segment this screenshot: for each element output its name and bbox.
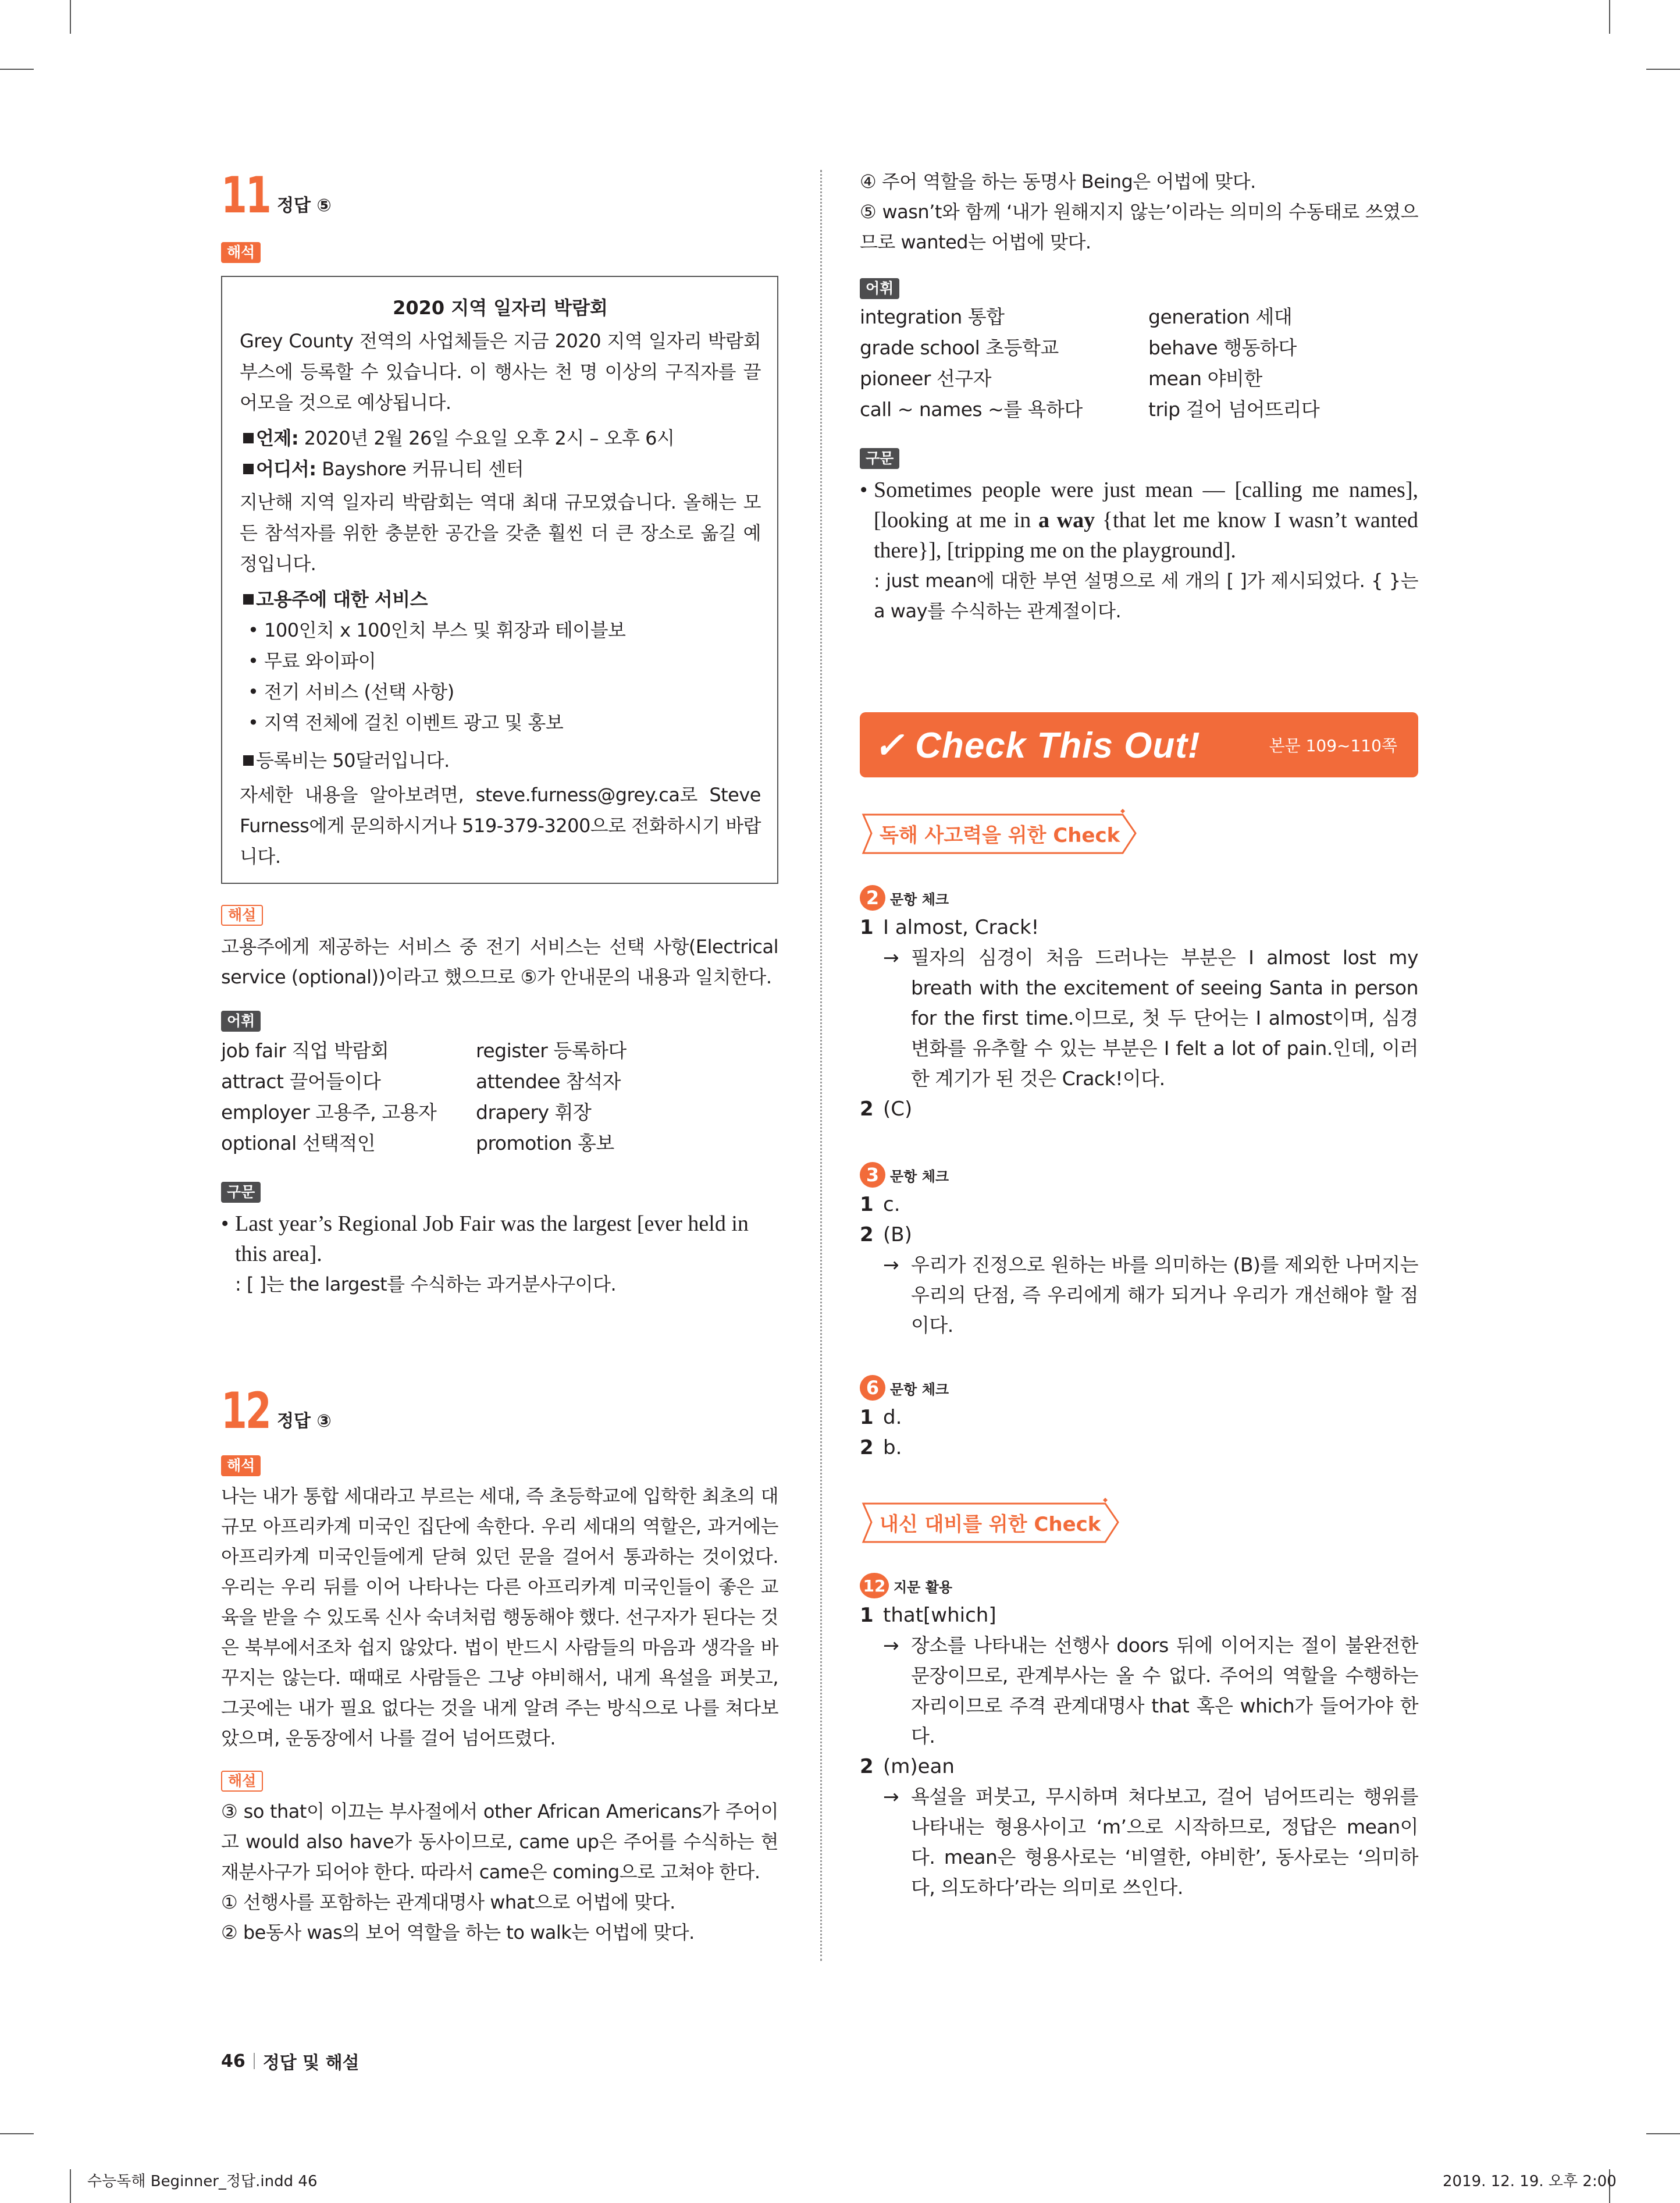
q12-syntax-note: : just mean에 대한 부연 설명으로 세 개의 [ ]가 제시되었다. { }는 a way를 수식하는 관계절이다. [874,570,1418,622]
item-number-badge: 12 [860,1573,889,1598]
answer-row: 1 that[which] [860,1604,996,1627]
item-label: 문항 체크 [890,1381,949,1398]
check-item-6 [860,1373,1418,1463]
answer-note: → 욕설을 퍼붓고, 무시하며 쳐다보고, 걸어 넘어뜨리는 행위를 나타내는 형용사이고 ‘m’으로 시작하므로, 정답은 mean이다. mean은 형용사로는 ‘비열한, 야비한’, 동사로는 ‘의미하다, 의도하다’라는 의미로 쓰인다. [860,1782,1418,1903]
square-bullet-icon [243,755,254,766]
q12-point: ⑤ wasn’t와 함께 ‘내가 원해지지 않는’이라는 의미의 수동태로 쓰였으므로 wanted는 어법에 맞다. [860,201,1418,253]
q12-point: ④ 주어 역할을 하는 동명사 Being은 어법에 맞다. [860,170,1256,193]
q11-syntax-sentence: • Last year’s Regional Job Fair was the largest [ever held in this area]. [221,1209,778,1269]
notice-body: 지난해 지역 일자리 박람회는 역대 최대 규모였습니다. 올해는 모든 참석자를 위한 충분한 공간을 갖춘 훨씬 더 큰 장소로 옮길 예정입니다. [240,491,761,575]
service-item: • 전기 서비스 (선택 사항) [248,681,454,703]
answer-row: 2 b. [860,1436,902,1459]
crop-mark [1609,0,1610,34]
column-divider [820,170,822,1961]
question-11-header [221,166,778,225]
answer-row: 2 (B) [860,1223,912,1246]
footer-label: 정답 및 해설 [262,2053,360,2073]
notice-box [221,276,778,884]
haeseol-tag: 해설 [221,905,263,926]
q11-vocab-list [221,1035,778,1159]
right-column [860,169,1418,1903]
q12-explanation: ③ so that이 이끄는 부사절에서 other African Americans가 주어이고 would also have가 동사이므로, came up은 주어를 수식하는 현재분사구가 되어야 한다. 따라서 came은 coming으로 고쳐야 한다. [221,1800,778,1883]
arrow-icon: → [883,1253,899,1276]
banner-pages: 본문 109~110쪽 [1269,736,1397,755]
print-slug-file: 수능독해 Beginner_정답.indd 46 [87,2173,318,2190]
answer-row: 1 c. [860,1193,900,1216]
notice-title: 2020 지역 일자리 박람회 [393,297,608,319]
answer-note: → 우리가 진정으로 원하는 바를 의미하는 (B)를 제외한 나머지는 우리의 단점, 즉 우리에게 해가 되거나 우리가 개선해야 할 점이다. [860,1250,1418,1341]
crop-mark [0,69,34,70]
question-number: 11 [221,166,270,225]
question-12-header [221,1382,778,1440]
vocab-item: promotion 홍보 [476,1132,614,1154]
vocab-tag: 어휘 [860,278,899,299]
vocab-item: mean 야비한 [1148,367,1262,390]
print-slug-date: 2019. 12. 19. 오후 2:00 [1443,2173,1617,2190]
vocab-item: trip 걸어 넘어뜨리다 [1148,398,1320,421]
vocab-item: register 등록하다 [476,1039,627,1062]
answer-row: 1 I almost, Crack! [860,916,1040,939]
q12-vocab-list [860,301,1418,425]
crop-mark [1646,69,1680,70]
q12-point: ① 선행사를 포함하는 관계대명사 what으로 어법에 맞다. [221,1891,675,1913]
crop-mark [1646,2133,1680,2134]
item-label: 문항 체크 [890,891,949,908]
bullet-icon: • [860,478,868,502]
answer-row: 1 d. [860,1406,902,1429]
notice-where: 어디서: Bayshore 커뮤니티 센터 [240,454,761,485]
item-number-badge: 2 [860,885,885,911]
section-ribbon-reading: 독해 사고력을 위한 Check [860,809,1141,859]
check-item-12 [860,1571,1418,1903]
haeseok-tag: 해석 [221,1455,261,1476]
page-footer [221,2048,360,2074]
answer-row: 2 (C) [860,1097,913,1121]
footer-separator [254,2053,255,2069]
gumun-tag: 구문 [221,1182,261,1203]
check-item-2 [860,883,1418,1124]
answer-row: 2 (m)ean [860,1755,955,1778]
crop-mark [70,2169,71,2203]
item-label: 지문 활용 [894,1579,953,1596]
answer-note: → 필자의 심경이 처음 드러나는 부분은 I almost lost my breath with the excitement of seeing Santa in person for the first time.이므로, 첫 두 단어는 I almost이며, 심경 변화를 유추할 수 있는 부분은 I felt a lot of pain.인데, 이러한 계기가 된 것은 Crack!이다. [860,943,1418,1094]
section-ribbon-school: 내신 대비를 위한 Check [860,1498,1122,1548]
vocab-item: behave 행동하다 [1148,336,1297,359]
gumun-tag: 구문 [860,448,899,469]
notice-when: 언제: 2020년 2월 26일 수요일 오후 2시 – 오후 6시 [240,423,761,454]
arrow-icon: → [883,1634,899,1657]
notice-fee: 등록비는 50달러입니다. [240,745,761,776]
notice-intro: Grey County 전역의 사업체들은 지금 2020 지역 일자리 박람회 부스에 등록할 수 있습니다. 이 행사는 천 명 이상의 구직자를 끌어모을 것으로 예상됩니다. [240,330,761,414]
q12-point: ② be동사 was의 보어 역할을 하는 to walk는 어법에 맞다. [221,1921,695,1943]
vocab-item: pioneer 선구자 [860,367,992,390]
vocab-item: employer 고용주, 고용자 [221,1101,437,1124]
answer-label: 정답 ③ [277,1411,332,1431]
service-item: • 100인치 x 100인치 부스 및 휘장과 테이블보 [248,619,626,641]
vocab-item: grade school 초등학교 [860,336,1059,359]
q12-translation: 나는 내가 통합 세대라고 부르는 세대, 즉 초등학교에 입학한 최초의 대규모 아프리카계 미국인 집단에 속한다. 우리 세대의 역할은, 과거에는 아프리카계 미국인들에게 닫혀 있던 문을 걸어서 통과하는 것이었다. 우리는 우리 뒤를 이어 나타나는 다른 아프리카계 미국인들이 좋은 교육을 받을 수 있도록 신사 숙녀처럼 행동해야 했다. 선구자가 된다는 것은 북부에서조차 쉽지 않았다. 법이 반드시 사람들의 마음과 생각을 바꾸지는 않는다. 때때로 사람들은 그냥 야비해서, 내게 욕설을 퍼붓고, 그곳에는 내가 필요 없다는 것을 내게 알려 주는 방식으로 나를 쳐다보았으며, 운동장에서 나를 걸어 넘어뜨렸다. [221,1485,778,1749]
page-number: 46 [221,2051,245,2071]
vocab-item: generation 세대 [1148,305,1293,328]
haeseol-tag: 해설 [221,1771,263,1792]
banner-title: ✓ Check This Out! [874,725,1201,766]
answer-note: → 장소를 나타내는 선행사 doors 뒤에 이어지는 절이 불완전한 문장이므로, 관계부사는 올 수 없다. 주어의 역할을 수행하는 자리이므로 주격 관계대명사 that 혹은 which가 들어가야 한다. [860,1630,1418,1751]
q11-explanation: 고용주에게 제공하는 서비스 중 전기 서비스는 선택 사항(Electrical service (optional))이라고 했으므로 ⑤가 안내문의 내용과 일치한다. [221,936,778,988]
square-bullet-icon [243,464,254,474]
arrow-icon: → [883,946,899,969]
square-bullet-icon [243,594,254,605]
crop-mark [70,0,71,34]
q11-syntax-note: : [ ]는 the largest를 수식하는 과거분사구이다. [235,1273,617,1295]
check-item-3 [860,1160,1418,1341]
service-item: • 무료 와이파이 [248,650,376,672]
arrow-icon: → [883,1785,899,1808]
item-number-badge: 3 [860,1162,885,1188]
question-number: 12 [221,1382,270,1440]
notice-contact: 자세한 내용을 알아보려면, steve.furness@grey.ca로 Steve Furness에게 문의하시거나 519-379-3200으로 전화하시기 바랍니다. [240,784,761,868]
vocab-item: job fair 직업 박람회 [221,1039,389,1062]
answer-label: 정답 ⑤ [277,196,332,216]
vocab-item: attract 끌어들이다 [221,1070,381,1093]
item-number-badge: 6 [860,1375,885,1401]
check-this-out-banner [860,712,1418,777]
vocab-item: integration 통합 [860,305,1005,328]
q12-syntax-sentence: • Sometimes people were just mean — [calling me names], [looking at me in a way {that let me know I wasn’t wanted there}], [tripping me on the playground]. [860,475,1418,566]
vocab-item: call ~ names ~를 욕하다 [860,398,1083,421]
item-label: 문항 체크 [890,1168,949,1185]
vocab-item: drapery 휘장 [476,1101,592,1124]
square-bullet-icon [243,433,254,443]
vocab-tag: 어휘 [221,1011,261,1032]
left-column [221,166,778,1948]
crop-mark [0,2133,34,2134]
vocab-item: optional 선택적인 [221,1132,376,1154]
bullet-icon: • [221,1211,229,1236]
vocab-item: attendee 참석자 [476,1070,621,1093]
haeseok-tag: 해석 [221,242,261,263]
service-item: • 지역 전체에 걸친 이벤트 광고 및 홍보 [248,712,564,734]
notice-services-label: 고용주에 대한 서비스 [240,584,761,615]
